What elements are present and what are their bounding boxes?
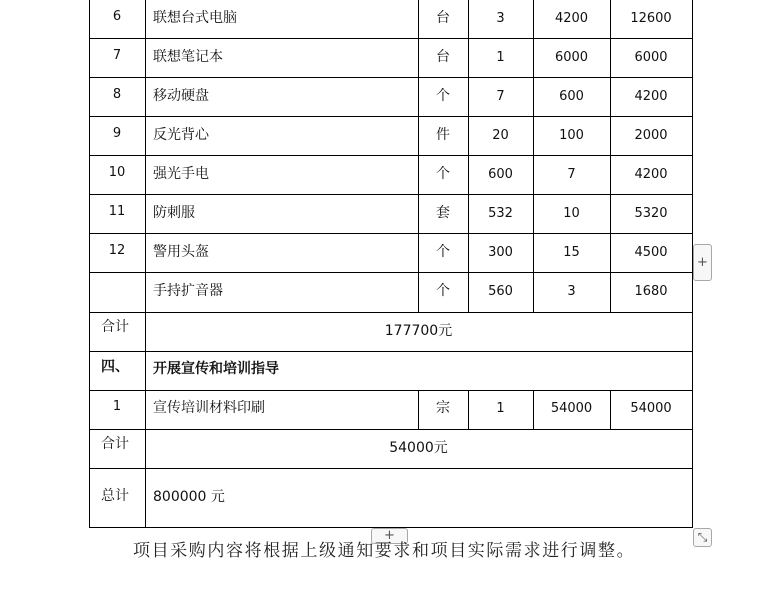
row-number: 7	[112, 48, 122, 63]
grand-total-value: 800000 元	[153, 489, 225, 505]
resize-table-handle[interactable]: ⤡	[693, 528, 712, 547]
item-unit: 套	[436, 205, 450, 221]
item-unit: 宗	[436, 400, 450, 416]
subtotal-value: 54000元	[389, 440, 448, 456]
item-price: 4200	[554, 11, 589, 26]
row-number: 12	[108, 243, 126, 258]
item-qty: 3	[496, 11, 505, 26]
item-name: 手持扩音器	[153, 283, 223, 299]
item-total: 6000	[634, 50, 668, 65]
item-qty: 300	[488, 245, 513, 260]
item-name: 强光手电	[153, 166, 209, 182]
item-price: 100	[559, 128, 584, 143]
row-number: 8	[112, 87, 122, 102]
item-price: 600	[559, 89, 584, 104]
item-price: 15	[563, 245, 580, 260]
item-name: 警用头盔	[153, 244, 209, 260]
item-qty: 600	[488, 167, 513, 182]
item-total: 54000	[630, 401, 672, 416]
item-price: 7	[567, 167, 576, 182]
item-qty: 1	[496, 401, 505, 416]
subtotal-value: 177700元	[384, 323, 453, 339]
item-unit: 台	[436, 49, 450, 65]
item-price: 3	[567, 284, 576, 299]
section-title: 开展宣传和培训指导	[153, 361, 279, 377]
item-total: 2000	[634, 128, 668, 143]
item-qty: 532	[488, 206, 513, 221]
item-price: 10	[563, 206, 580, 221]
item-unit: 个	[436, 166, 450, 182]
item-total: 4500	[634, 245, 668, 260]
subtotal-label: 合计	[101, 319, 129, 335]
add-column-button[interactable]: +	[693, 244, 712, 281]
row-number: 6	[112, 9, 122, 24]
item-total: 4200	[634, 167, 668, 182]
item-unit: 个	[436, 244, 450, 260]
item-name: 反光背心	[153, 127, 209, 143]
add-row-button[interactable]: +	[371, 528, 408, 544]
grand-total-label: 总计	[101, 488, 129, 504]
item-total: 4200	[634, 89, 668, 104]
row-number: 9	[112, 126, 122, 141]
item-unit: 个	[436, 88, 450, 104]
item-unit: 台	[436, 10, 450, 26]
item-qty: 560	[488, 284, 513, 299]
item-price: 54000	[550, 401, 593, 416]
item-total: 1680	[634, 284, 668, 299]
item-qty: 7	[496, 89, 505, 104]
item-name: 联想台式电脑	[153, 10, 237, 26]
section-number: 四、	[101, 359, 129, 375]
item-name: 防刺服	[153, 205, 195, 221]
item-name: 联想笔记本	[153, 49, 223, 65]
item-qty: 1	[496, 50, 505, 65]
item-unit: 个	[436, 283, 450, 299]
item-price: 6000	[554, 50, 589, 65]
item-qty: 20	[492, 128, 509, 143]
footnote-text: 项目采购内容将根据上级通知要求和项目实际需求进行调整。	[133, 541, 636, 561]
item-name: 移动硬盘	[153, 88, 209, 104]
row-number: 11	[108, 204, 126, 219]
item-total: 5320	[634, 206, 668, 221]
subtotal-label: 合计	[101, 436, 129, 452]
item-unit: 件	[436, 127, 450, 143]
row-number: 10	[108, 165, 126, 180]
item-total: 12600	[630, 11, 672, 26]
row-number: 1	[112, 399, 122, 414]
item-name: 宣传培训材料印刷	[153, 400, 265, 416]
